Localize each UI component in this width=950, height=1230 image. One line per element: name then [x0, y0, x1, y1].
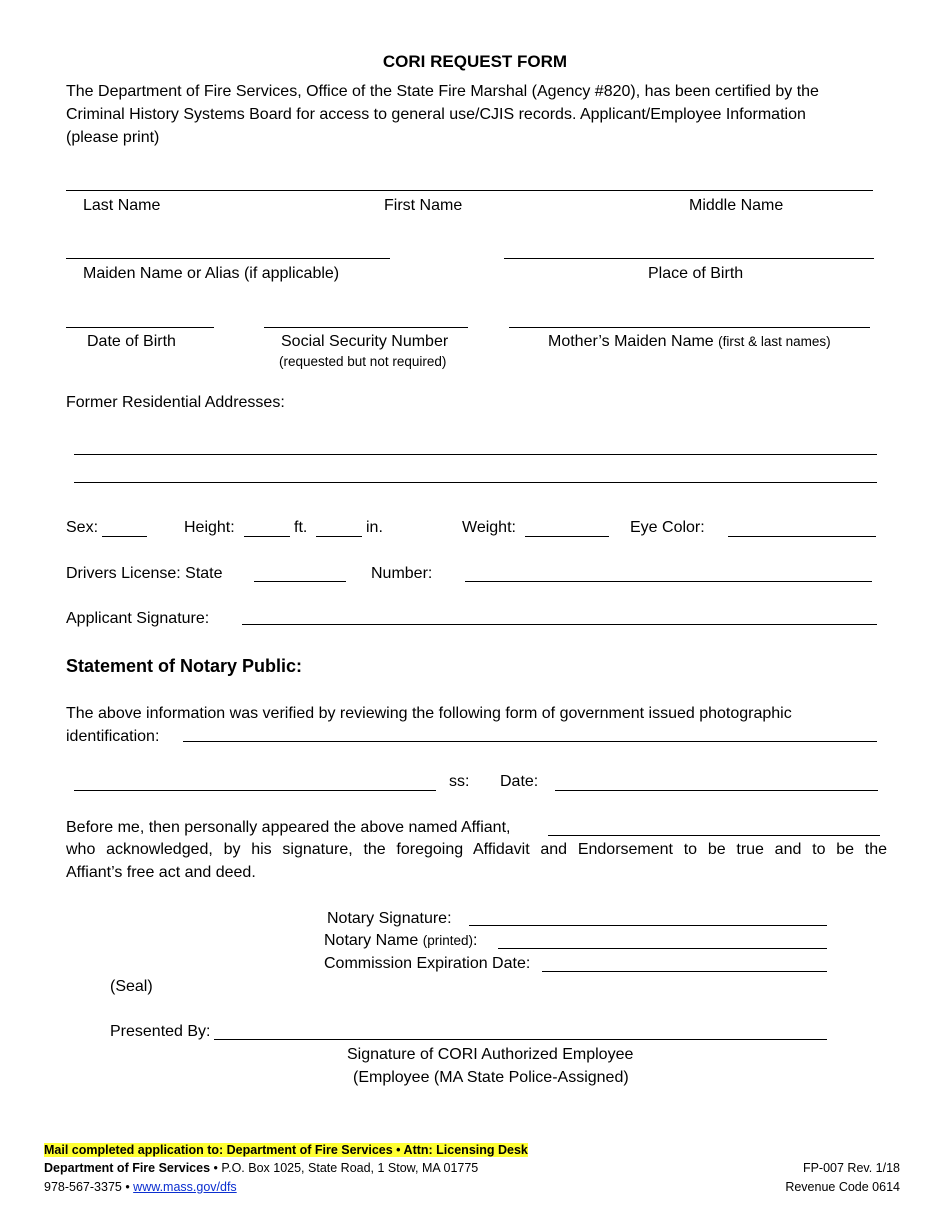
notary-signature-field[interactable] — [469, 925, 827, 926]
footer-dept: Department of Fire Services — [44, 1161, 211, 1175]
commission-expiration-field[interactable] — [542, 971, 827, 972]
date-of-birth-field[interactable] — [66, 327, 214, 328]
weight-field[interactable] — [525, 536, 609, 537]
place-of-birth-field[interactable] — [504, 258, 874, 259]
revenue-code: Revenue Code 0614 — [785, 1180, 900, 1194]
cori-employee-signature-caption: Signature of CORI Authorized Employee — [347, 1046, 634, 1063]
mothers-maiden-label: Mother’s Maiden Name (first & last names) — [548, 333, 831, 350]
commission-expiration-label: Commission Expiration Date: — [324, 955, 531, 972]
height-label: Height: — [184, 519, 235, 536]
eye-color-field[interactable] — [728, 536, 876, 537]
affiant-name-field[interactable] — [548, 835, 880, 836]
height-ft-label: ft. — [294, 519, 308, 536]
presented-by-label: Presented By: — [110, 1023, 211, 1040]
notary-name-field[interactable] — [498, 948, 827, 949]
former-address-line-1[interactable] — [74, 454, 877, 455]
maiden-name-label: Maiden Name or Alias (if applicable) — [83, 265, 340, 282]
notary-verified-line-2: identification: — [66, 728, 160, 745]
notary-date-label: Date: — [500, 773, 539, 790]
notary-heading: Statement of Notary Public: — [66, 656, 303, 676]
employee-assigned-caption: (Employee (MA State Police-Assigned) — [353, 1069, 629, 1086]
ssn-field[interactable] — [264, 327, 468, 328]
ssn-label: Social Security Number — [281, 333, 449, 350]
maiden-name-field[interactable] — [66, 258, 390, 259]
footer-contact — [44, 1179, 237, 1195]
identification-field[interactable] — [183, 741, 877, 742]
applicant-signature-label: Applicant Signature: — [66, 610, 210, 627]
sex-label: Sex: — [66, 519, 99, 536]
seal-label: (Seal) — [110, 978, 153, 995]
mothers-maiden-note: (first & last names) — [718, 334, 831, 349]
former-addresses-label: Former Residential Addresses: — [66, 394, 285, 411]
acknowledged-line-1: who acknowledged, by his signature, the foregoing Affidavit and Endorsement to be true and to be the — [66, 841, 887, 858]
ss-label: ss: — [449, 773, 470, 790]
presented-by-field[interactable] — [214, 1039, 827, 1040]
middle-name-label: Middle Name — [689, 197, 784, 214]
former-address-line-2[interactable] — [74, 482, 877, 483]
notary-name-label: Notary Name (printed): — [324, 932, 478, 949]
weight-label: Weight: — [462, 519, 516, 536]
notary-date-field[interactable] — [555, 790, 878, 791]
height-in-field[interactable] — [316, 536, 362, 537]
notary-verified-line-1: The above information was verified by reviewing the following form of government issued photographic — [66, 705, 792, 722]
eye-color-label: Eye Color: — [630, 519, 705, 536]
drivers-license-state-label: Drivers License: State — [66, 565, 223, 582]
intro-line-1: The Department of Fire Services, Office of the State Fire Marshal (Agency #820), has been certified by the — [66, 83, 819, 100]
first-name-label: First Name — [384, 197, 463, 214]
venue-field[interactable] — [74, 790, 436, 791]
date-of-birth-label: Date of Birth — [87, 333, 176, 350]
mothers-maiden-field[interactable] — [509, 327, 870, 328]
footer-address: Department of Fire Services • P.O. Box 1025, State Road, 1 Stow, MA 01775 — [44, 1161, 479, 1175]
printed-note: (printed) — [422, 933, 473, 948]
ssn-note: (requested but not required) — [279, 354, 447, 369]
mail-to-notice: Mail completed application to: Department of Fire Services • Attn: Licensing Desk — [44, 1143, 528, 1157]
applicant-signature-field[interactable] — [242, 624, 877, 625]
height-in-label: in. — [366, 519, 383, 536]
place-of-birth-label: Place of Birth — [648, 265, 744, 282]
form-title: CORI REQUEST FORM — [382, 52, 568, 71]
footer-phone: 978-567-3375 • — [44, 1180, 134, 1194]
website-link[interactable]: www.mass.gov/dfs — [133, 1180, 237, 1194]
intro-line-3: (please print) — [66, 129, 160, 146]
drivers-license-number-field[interactable] — [465, 581, 872, 582]
last-name-label: Last Name — [83, 197, 161, 214]
notary-signature-label: Notary Signature: — [327, 910, 452, 927]
sex-field[interactable] — [102, 536, 147, 537]
name-field[interactable] — [66, 190, 873, 191]
drivers-license-number-label: Number: — [371, 565, 433, 582]
height-ft-field[interactable] — [244, 536, 290, 537]
form-number: FP-007 Rev. 1/18 — [802, 1161, 900, 1175]
before-me-text: Before me, then personally appeared the above named Affiant, — [66, 819, 511, 836]
intro-line-2: Criminal History Systems Board for access to general use/CJIS records. Applicant/Employee Information — [66, 106, 806, 123]
drivers-license-state-field[interactable] — [254, 581, 346, 582]
acknowledged-line-2: Affiant’s free act and deed. — [66, 864, 256, 881]
